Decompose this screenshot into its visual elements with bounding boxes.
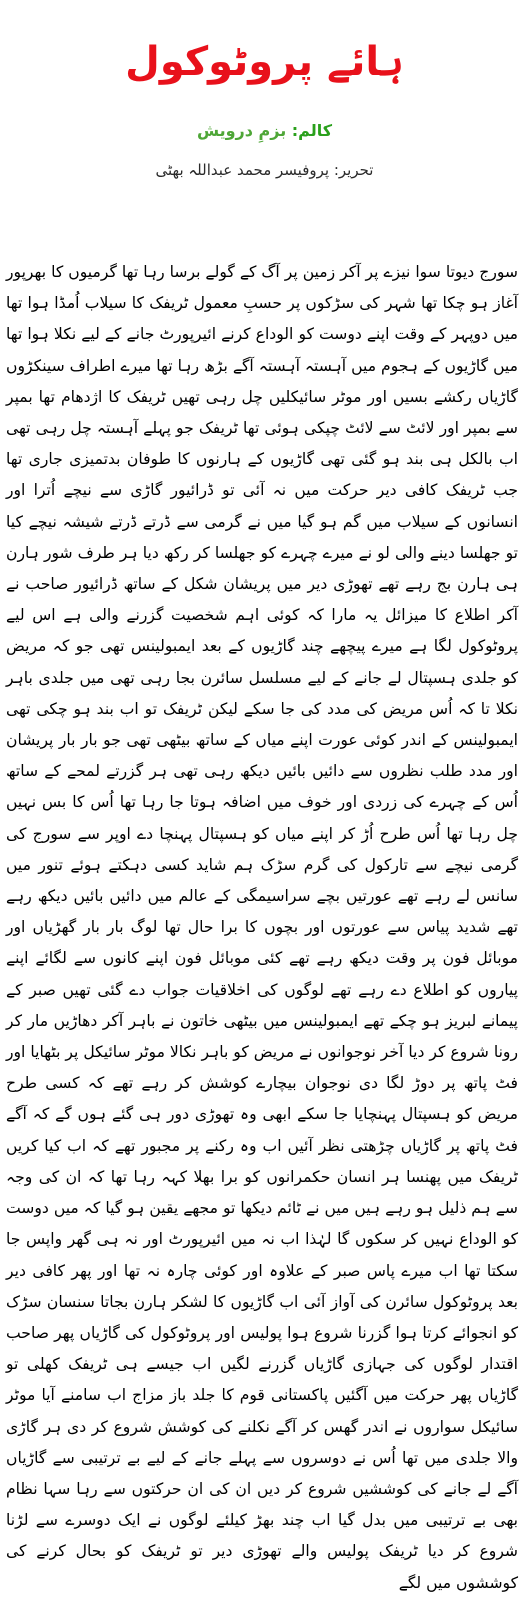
column-name: بزمِ درویش	[196, 121, 287, 140]
article-title: ہائے پروٹوکول	[125, 39, 404, 85]
column-byline	[0, 118, 529, 144]
article-body: سورج دیوتا سوا نیزے پر آکر زمین پر آگ کے گولے برسا رہا تھا گرمیوں کا بھرپور آغاز ہو چکا تھا شہر کی سڑکوں پر حسبِ معمول ٹریفک کا سیلاب اُمڈا ہوا تھا میں دوپہر کے وقت اپنے دوست کو الوداع کرنے ائیرپورٹ جانے کے لیے نکلا ہوا تھا میں گاڑیوں کے ہجوم میں آہستہ آہستہ آگے بڑھ رہا تھا میرے اطراف سینکڑوں گاڑیاں رکشے بسیں اور موٹر سائیکلیں چل رہی تھیں ٹریفک کا اژدھام تھا بمپر سے بمپر اور لائٹ سے لائٹ چپکی ہوئی تھا ٹریفک جو پہلے آہستہ چل رہی تھی اب بالکل ہی بند ہو گئی تھی گاڑیوں کے ہارنوں کا طوفان بدتمیزی جاری تھا جب ٹریفک کافی دیر حرکت میں نہ آئی تو ڈرائیور گاڑی سے نیچے اُترا اور انسانوں کے سیلاب میں گم ہو گیا میں نے گرمی سے ڈرتے ڈرتے شیشہ نیچے کیا تو جھلسا دینے والی لو نے میرے چہرے کو جھلسا کر رکھ دیا ہر طرف شور ہارن ہی ہارن بج رہے تھے تھوڑی دیر میں پریشان شکل کے ساتھ ڈرائیور صاحب نے آکر اطلاع کا میزائل یہ مارا کہ کوئی اہم شخصیت گزرنے والی ہے اس لیے پروٹوکول لگا ہے میرے پیچھے چند گاڑیوں کے بعد ایمبولینس تھی جو کہ مریض کو جلدی ہسپتال لے جانے کے لیے مسلسل سائرن بجا رہی تھی میں جلدی باہر نکلا تا کہ اُس مریض کی مدد کی جا سکے لیکن ٹریفک تو اب بند ہو چکی تھی ایمبولینس کے اندر کوئی عورت اپنے میاں کے ساتھ بیٹھی تھی جو بار بار پریشان اور مدد طلب نظروں سے دائیں بائیں دیکھ رہی تھی ہر گزرتے لمحے کے ساتھ اُس کے چہرے کی زردی اور خوف میں اضافہ ہوتا جا رہا تھا اُس کا بس نہیں چل رہا تھا اُس طرح اُڑ کر اپنے میاں کو ہسپتال پہنچا دے اوپر سے سورج کی گرمی نیچے سے تارکول کی گرم سڑک ہم شاید کسی دہکتے ہوئے تنور میں سانس لے رہے تھے عورتیں بچے سراسیمگی کے عالم میں دائیں بائیں دیکھ رہے تھے شدید پیاس سے عورتوں اور بچوں کا برا حال تھا لوگ بار بار گھڑیاں اور موبائل فون پر وقت دیکھ رہے تھے کئی موبائل فون اپنے کانوں سے لگائے اپنے پیاروں کو اطلاع دے رہے تھے لوگوں کی اخلاقیات جواب دے گئی تھیں صبر کے پیمانے لبریز ہو چکے تھے ایمبولینس میں بیٹھی خاتون نے باہر آکر دھاڑیں مار کر رونا شروع کر دیا آخر نوجوانوں نے مریض کو باہر نکالا موٹر سائیکل پر بٹھایا اور فٹ پاتھ پر دوڑ لگا دی نوجوان بیچارے کوشش کر رہے تھے کہ کسی طرح مریض کو ہسپتال پہنچایا جا سکے ابھی وہ تھوڑی دور ہی گئے ہوں گے کہ آگے فٹ پاتھ پر گاڑیاں چڑھتی نظر آئیں اب وہ رکنے پر مجبور تھے کہ اب کیا کریں ٹریفک میں پھنسا ہر انسان حکمرانوں کو برا بھلا کہہ رہا تھا کہ ان کی وجہ سے ہم ذلیل ہو رہے ہیں میں نے ٹائم دیکھا تو مجھے یقین ہو گیا کہ میں دوست کو الوداع نہیں کر سکوں گا لہٰذا اب نہ میں ائیرپورٹ اور نہ ہی گھر واپس جا سکتا تھا اب میرے پاس صبر کے علاوہ اور کوئی چارہ نہ تھا اور پھر کافی دیر بعد پروٹوکول سائرن کی آواز آئی اب گاڑیوں کا لشکر ہارن بجاتا سنسان سڑک کو انجوائے کرتا ہوا گزرنا شروع ہوا پولیس اور پروٹوکول کی گاڑیاں پھر صاحب اقتدار لوگوں کی جہازی گاڑیاں گزرنے لگیں اب جیسے ہی ٹریفک کھلی تو گاڑیاں پھر حرکت میں آگئیں پاکستانی قوم کا جلد باز مزاج اب سامنے آیا موٹر سائیکل سواروں نے اندر گھس کر آگے نکلنے کی کوشش شروع کر دی ہر گاڑی والا جلدی میں تھا اُس نے دوسروں سے پہلے جانے کے لیے بے ترتیبی سے گاڑیاں آگے لے جانے کی کوششیں شروع کر دیں ان کی ان حرکتوں سے رہا سہا نظام بھی بے ترتیبی میں بدل گیا اب چند بھڑ کیلئے لوگوں نے ایک دوسرے سے لڑنا شروع کر دیا ٹریفک پولیس والے تھوڑی دیر تو ٹریفک کو بحال کرنے کی کوششوں میں لگے	[6, 263, 518, 1592]
author-byline: تحریر: پروفیسر محمد عبداللہ بھٹی	[155, 161, 374, 179]
column-label: کالم:	[291, 121, 333, 140]
